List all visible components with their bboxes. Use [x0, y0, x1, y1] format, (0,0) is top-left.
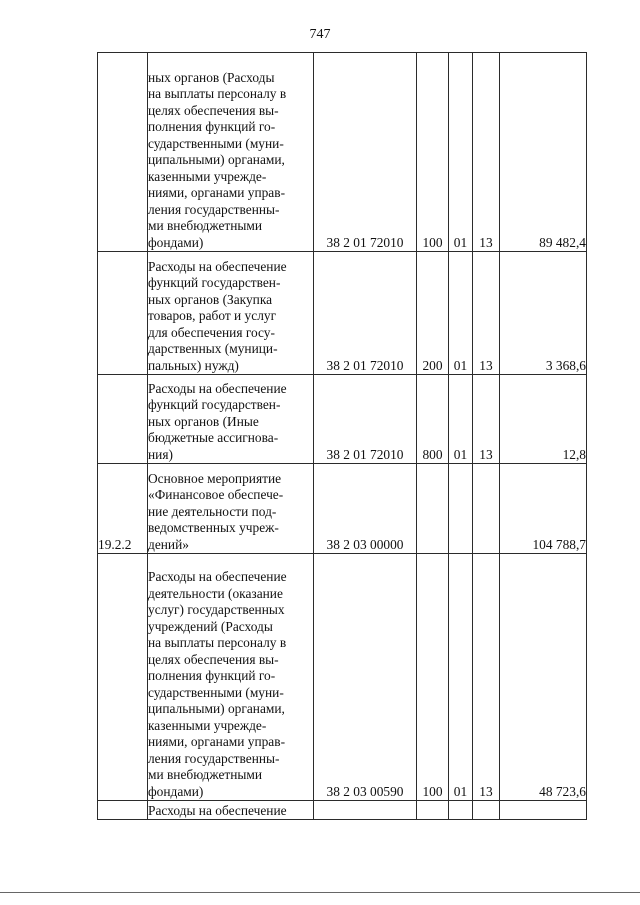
expense-type: 100: [417, 554, 449, 801]
target-code: [314, 801, 417, 820]
expense-name: ных органов (Расходы на выплаты персоналу в целях обеспечения вы- полнения функций го- сударственными (муни- ципальными) органами, казенными учрежде- ниями, органами управ- ления государственны- ми внебюджетными фондами): [148, 53, 314, 252]
expense-type: [417, 801, 449, 820]
expense-type: 100: [417, 53, 449, 252]
expense-name: Расходы на обеспечение функций государствен- ных органов (Закупка товаров, работ и услуг для обеспечения госу- дарственных (муници- пальных) нужд): [148, 252, 314, 375]
page-bottom-rule: [0, 892, 640, 893]
subsection-code: 13: [473, 375, 500, 464]
target-code: 38 2 01 72010: [314, 252, 417, 375]
expense-name: Расходы на обеспечение деятельности (оказание услуг) государственных учреждений (Расходы на выплаты персоналу в целях обеспечения вы- полнения функций го- сударственными (муни- ципальными) органами, казенными учрежде- ниями, органами управ- ления государственны- ми внебюджетными фондами): [148, 554, 314, 801]
table-row: [98, 464, 587, 554]
row-number: [98, 53, 148, 252]
expense-type: 200: [417, 252, 449, 375]
expense-name: Основное мероприятие «Финансовое обеспече- ние деятельности под- ведомственных учреж- дений»: [148, 464, 314, 554]
amount: 12,8: [500, 375, 587, 464]
expense-name: Расходы на обеспечение: [148, 801, 314, 820]
section-code: [449, 801, 473, 820]
row-number: [98, 252, 148, 375]
table-row: [98, 252, 587, 375]
section-code: 01: [449, 554, 473, 801]
section-code: [449, 464, 473, 554]
subsection-code: [473, 464, 500, 554]
row-number: 19.2.2: [98, 464, 148, 554]
table-row: [98, 801, 587, 820]
row-number: [98, 801, 148, 820]
budget-table: [97, 52, 587, 820]
table-row: [98, 375, 587, 464]
table-row: [98, 554, 587, 801]
subsection-code: 13: [473, 554, 500, 801]
row-number: [98, 375, 148, 464]
amount: 89 482,4: [500, 53, 587, 252]
section-code: 01: [449, 53, 473, 252]
subsection-code: [473, 801, 500, 820]
target-code: 38 2 03 00000: [314, 464, 417, 554]
target-code: 38 2 01 72010: [314, 53, 417, 252]
target-code: 38 2 01 72010: [314, 375, 417, 464]
table-row: [98, 53, 587, 252]
amount: 48 723,6: [500, 554, 587, 801]
expense-type: 800: [417, 375, 449, 464]
subsection-code: 13: [473, 53, 500, 252]
section-code: 01: [449, 252, 473, 375]
section-code: 01: [449, 375, 473, 464]
expense-type: [417, 464, 449, 554]
expense-name: Расходы на обеспечение функций государствен- ных органов (Иные бюджетные ассигнова- ния): [148, 375, 314, 464]
row-number: [98, 554, 148, 801]
amount: [500, 801, 587, 820]
target-code: 38 2 03 00590: [314, 554, 417, 801]
page-number: 747: [309, 27, 331, 42]
subsection-code: 13: [473, 252, 500, 375]
amount: 104 788,7: [500, 464, 587, 554]
amount: 3 368,6: [500, 252, 587, 375]
